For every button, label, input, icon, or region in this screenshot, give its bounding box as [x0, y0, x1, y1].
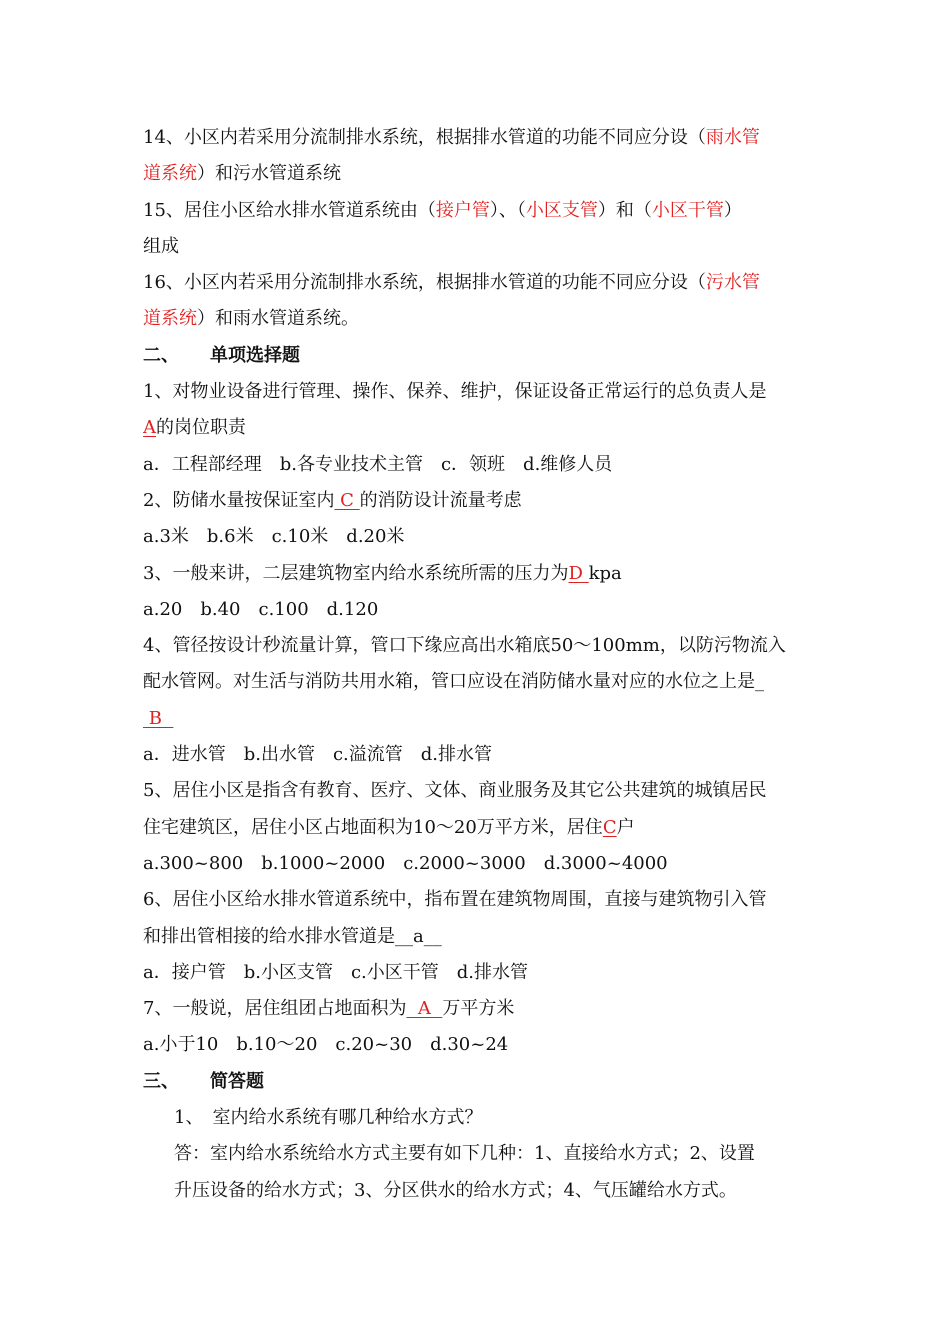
document-page: [143, 120, 813, 1209]
q15-line2: 组成: [143, 235, 179, 257]
mc-q3-options: a.20 b.40 c.100 d.120: [143, 598, 379, 620]
section-3-heading: [143, 1064, 813, 1100]
mc-q2-text: 2、防储水量按保证室内: [143, 489, 335, 511]
mc-q2-line: [143, 483, 813, 519]
mc-q4-answer: B: [143, 707, 174, 729]
q15-line1: [143, 193, 813, 229]
q16-line2: [143, 301, 813, 337]
mc-q5-line1: 5、居住小区是指含有教育、医疗、文体、商业服务及其它公共建筑的城镇居民: [143, 780, 767, 802]
mc-q1-options: a．工程部经理 b.各专业技术主管 c．领班 d.维修人员: [143, 453, 613, 475]
mc-q2-options: a.3米 b.6米 c.10米 d.20米: [143, 526, 405, 548]
mc-q2-answer: C: [334, 489, 360, 511]
sa-a1-line2: 升压设备的给水方式；3、分区供水的给水方式；4、气压罐给水方式。: [174, 1179, 737, 1201]
mc-q5-answer: C: [602, 816, 617, 838]
q16-answer-part2: 道系统: [143, 308, 197, 330]
mc-q5-text-end: 户: [616, 816, 635, 838]
q14-line2: [143, 156, 813, 192]
mc-q1-text-end: 的岗位职责: [156, 417, 246, 439]
mc-q3-text: 3、一般来讲，二层建筑物室内给水系统所需的压力为: [143, 562, 569, 584]
mc-q5-options: a.300~800 b.1000~2000 c.2000~3000 d.3000~4000: [143, 852, 668, 874]
q15-close: ）: [723, 199, 742, 221]
q14-line1: [143, 120, 813, 156]
mc-q7-unit: 万平方米: [442, 998, 515, 1020]
mc-q5-line2: [143, 810, 813, 846]
q14-answer-part1: 雨水管: [705, 127, 760, 148]
q15-answer-2: 小区支管: [525, 199, 598, 221]
q16-text: 16、小区内若采用分流制排水系统，根据排水管道的功能不同应分设（: [143, 272, 706, 294]
sa-a1-line1: 答：室内给水系统给水方式主要有如下几种：1、直接给水方式；2、设置: [174, 1143, 755, 1165]
mc-q2-text-end: 的消防设计流量考虑: [359, 489, 522, 511]
mc-q7-text: 7、一般说，居住组团占地面积为: [143, 998, 407, 1020]
q14-text-end: ）和污水管道系统: [197, 163, 341, 185]
mc-q1-line1: 1、对物业设备进行管理、操作、保养、维护，保证设备正常运行的总负责人是: [143, 381, 767, 403]
q15-sep-2: ）和（: [597, 199, 652, 221]
section-3-title: 简答题: [210, 1070, 264, 1092]
section-2-heading: [143, 338, 813, 374]
q15-answer-1: 接户管: [435, 199, 490, 221]
section-2-number: 二、: [143, 344, 179, 366]
q15-sep-1: ）、（: [489, 199, 526, 221]
mc-q4-line1: 4、管径按设计秒流量计算，管口下缘应高出水箱底50～100mm，以防污物流入: [143, 635, 786, 657]
mc-q6-line2: 和排出管相接的给水排水管道是__a__: [143, 925, 442, 947]
mc-q3-answer: D: [568, 562, 589, 584]
q14-text: 14、小区内若采用分流制排水系统，根据排水管道的功能不同应分设（: [143, 127, 706, 148]
section-2-title: 单项选择题: [210, 344, 300, 366]
mc-q7-options: a.小于10 b.10～20 c.20~30 d.30~24: [143, 1034, 509, 1056]
section-3-number: 三、: [143, 1070, 179, 1092]
q16-line1: [143, 265, 813, 301]
mc-q1-line2: [143, 410, 813, 446]
mc-q5-text: 住宅建筑区，居住小区占地面积为10～20万平方米，居住: [143, 816, 603, 838]
sa-q1: 1、 室内给水系统有哪几种给水方式？: [174, 1107, 483, 1129]
mc-q4-line2: 配水管网。对生活与消防共用水箱，管口应设在消防储水量对应的水位之上是_: [143, 671, 764, 693]
mc-q6-options: a．接户管 b.小区支管 c.小区干管 d.排水管: [143, 961, 529, 983]
mc-q3-unit: kpa: [588, 562, 622, 584]
q15-text: 15、居住小区给水排水管道系统由（: [143, 199, 436, 221]
mc-q4-line3: [143, 701, 813, 737]
mc-q1-answer: A: [143, 417, 156, 439]
q15-answer-3: 小区干管: [651, 199, 724, 221]
q16-answer-part1: 污水管: [705, 272, 760, 294]
mc-q4-options: a．进水管 b.出水管 c.溢流管 d.排水管: [143, 744, 493, 766]
q14-answer-part2: 道系统: [143, 163, 197, 185]
mc-q7-line: [143, 991, 813, 1027]
mc-q3-line: [143, 556, 813, 592]
q16-text-end: ）和雨水管道系统。: [197, 308, 359, 330]
mc-q6-line1: 6、居住小区给水排水管道系统中，指布置在建筑物周围，直接与建筑物引入管: [143, 889, 767, 911]
mc-q7-answer: A: [406, 998, 443, 1020]
